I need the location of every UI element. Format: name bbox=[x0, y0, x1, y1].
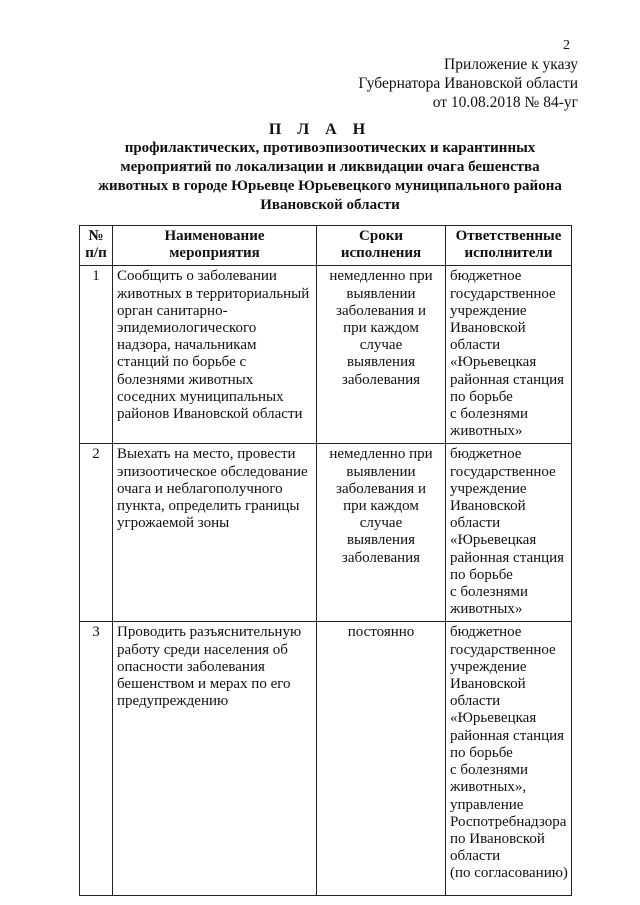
action-line: надзора, начальникам bbox=[117, 337, 257, 354]
action-line: бешенством и мерах по его bbox=[117, 676, 291, 693]
term-line: выявлении bbox=[346, 463, 416, 480]
exec-cell bbox=[446, 622, 572, 896]
action-line: эпидемиологического bbox=[117, 320, 257, 337]
exec-line: с болезнями bbox=[450, 762, 529, 779]
exec-line: по борьбе bbox=[450, 744, 513, 761]
plan-subtitle bbox=[80, 139, 580, 215]
exec-line: (по согласованию) bbox=[450, 865, 568, 882]
subtitle-line: профилактических, противоэпизоотических и карантинных bbox=[124, 140, 536, 156]
exec-line: Ивановской bbox=[450, 320, 526, 337]
exec-cell bbox=[446, 444, 572, 622]
header-num: № п/п bbox=[80, 226, 113, 266]
page-number: 2 bbox=[563, 38, 570, 53]
term-line: постоянно bbox=[347, 624, 415, 641]
plan-title: П Л А Н bbox=[268, 121, 372, 138]
subtitle-line: мероприятий по локализации и ликвидации очага бешенства bbox=[120, 159, 540, 175]
term-cell bbox=[317, 622, 446, 896]
action-line: станций по борьбе с bbox=[117, 354, 247, 371]
exec-line: животных», bbox=[450, 779, 527, 796]
action-line: Сообщить о заболевании bbox=[117, 268, 277, 285]
appendix-reference bbox=[358, 55, 578, 112]
term-cell bbox=[317, 266, 446, 444]
exec-cell bbox=[446, 266, 572, 444]
exec-line: «Юрьевецкая bbox=[450, 354, 537, 371]
exec-line: Ивановской bbox=[450, 676, 526, 693]
appendix-line: Приложение к указу bbox=[444, 56, 578, 73]
action-line: соседних муниципальных bbox=[117, 388, 284, 405]
term-line: при каждом bbox=[343, 498, 419, 515]
exec-line: области bbox=[450, 337, 501, 354]
term-cell bbox=[317, 444, 446, 622]
action-cell bbox=[113, 444, 317, 622]
header-action: Наименование мероприятия bbox=[113, 226, 317, 266]
term-line: заболевания bbox=[341, 549, 421, 566]
action-line: угрожаемой зоны bbox=[117, 515, 230, 532]
term-line: заболевания и bbox=[336, 480, 426, 497]
exec-line: районная станция bbox=[450, 549, 565, 566]
exec-line: «Юрьевецкая bbox=[450, 710, 537, 727]
action-cell bbox=[113, 266, 317, 444]
exec-line: учреждение bbox=[450, 480, 527, 497]
exec-line: учреждение bbox=[450, 302, 527, 319]
subtitle-line: животных в городе Юрьевце Юрьевецкого муниципального района bbox=[98, 178, 562, 194]
action-line: Проводить разъяснительную bbox=[117, 624, 302, 641]
table-row bbox=[80, 444, 572, 622]
exec-line: области bbox=[450, 693, 501, 710]
appendix-line: от 10.08.2018 № 84-уг bbox=[432, 94, 578, 111]
action-line: пункта, определить границы bbox=[117, 498, 300, 515]
table-row bbox=[80, 266, 572, 444]
exec-line: животных» bbox=[450, 423, 523, 440]
exec-line: бюджетное bbox=[450, 268, 522, 285]
exec-line: бюджетное bbox=[450, 446, 522, 463]
action-line: работу среди населения об bbox=[117, 641, 288, 658]
term-line: случае bbox=[359, 337, 403, 354]
term-line: выявления bbox=[346, 532, 416, 549]
term-line: немедленно при bbox=[329, 268, 433, 285]
action-line: предупреждению bbox=[117, 693, 229, 710]
term-line: выявлении bbox=[346, 285, 416, 302]
exec-line: «Юрьевецкая bbox=[450, 532, 537, 549]
action-line: Выехать на место, провести bbox=[117, 446, 296, 463]
num-cell: 1 bbox=[80, 266, 113, 444]
term-line: случае bbox=[359, 515, 403, 532]
appendix-line: Губернатора Ивановской области bbox=[358, 75, 578, 92]
exec-line: с болезнями bbox=[450, 584, 529, 601]
action-cell bbox=[113, 622, 317, 896]
header-term: Сроки исполнения bbox=[317, 226, 446, 266]
action-line: очага и неблагополучного bbox=[117, 480, 283, 497]
header-exec: Ответственные исполнители bbox=[446, 226, 572, 266]
action-line: орган санитарно- bbox=[117, 302, 228, 319]
term-line: при каждом bbox=[343, 320, 419, 337]
action-line: опасности заболевания bbox=[117, 658, 265, 675]
exec-line: государственное bbox=[450, 641, 556, 658]
exec-line: управление bbox=[450, 796, 524, 813]
exec-line: области bbox=[450, 848, 501, 865]
plan-table bbox=[79, 225, 572, 896]
exec-line: по борьбе bbox=[450, 566, 513, 583]
exec-line: по борьбе bbox=[450, 388, 513, 405]
table-row bbox=[80, 622, 572, 896]
action-line: районов Ивановской области bbox=[117, 406, 303, 423]
term-line: выявления bbox=[346, 354, 416, 371]
subtitle-line: Ивановской области bbox=[260, 197, 400, 213]
action-line: эпизоотическое обследование bbox=[117, 463, 308, 480]
term-line: заболевания bbox=[341, 371, 421, 388]
exec-line: государственное bbox=[450, 285, 556, 302]
term-line: немедленно при bbox=[329, 446, 433, 463]
exec-line: по Ивановской bbox=[450, 830, 545, 847]
exec-line: районная станция bbox=[450, 371, 565, 388]
exec-line: с болезнями bbox=[450, 406, 529, 423]
exec-line: области bbox=[450, 515, 501, 532]
exec-line: Ивановской bbox=[450, 498, 526, 515]
exec-line: государственное bbox=[450, 463, 556, 480]
exec-line: Роспотребнадзора bbox=[450, 813, 567, 830]
exec-line: бюджетное bbox=[450, 624, 522, 641]
action-line: болезнями животных bbox=[117, 371, 254, 388]
term-line: заболевания и bbox=[336, 302, 426, 319]
exec-line: учреждение bbox=[450, 658, 527, 675]
num-cell: 3 bbox=[80, 622, 113, 896]
num-cell: 2 bbox=[80, 444, 113, 622]
table-header-row bbox=[80, 226, 572, 266]
action-line: животных в территориальный bbox=[117, 285, 310, 302]
exec-line: районная станция bbox=[450, 727, 565, 744]
exec-line: животных» bbox=[450, 601, 523, 618]
